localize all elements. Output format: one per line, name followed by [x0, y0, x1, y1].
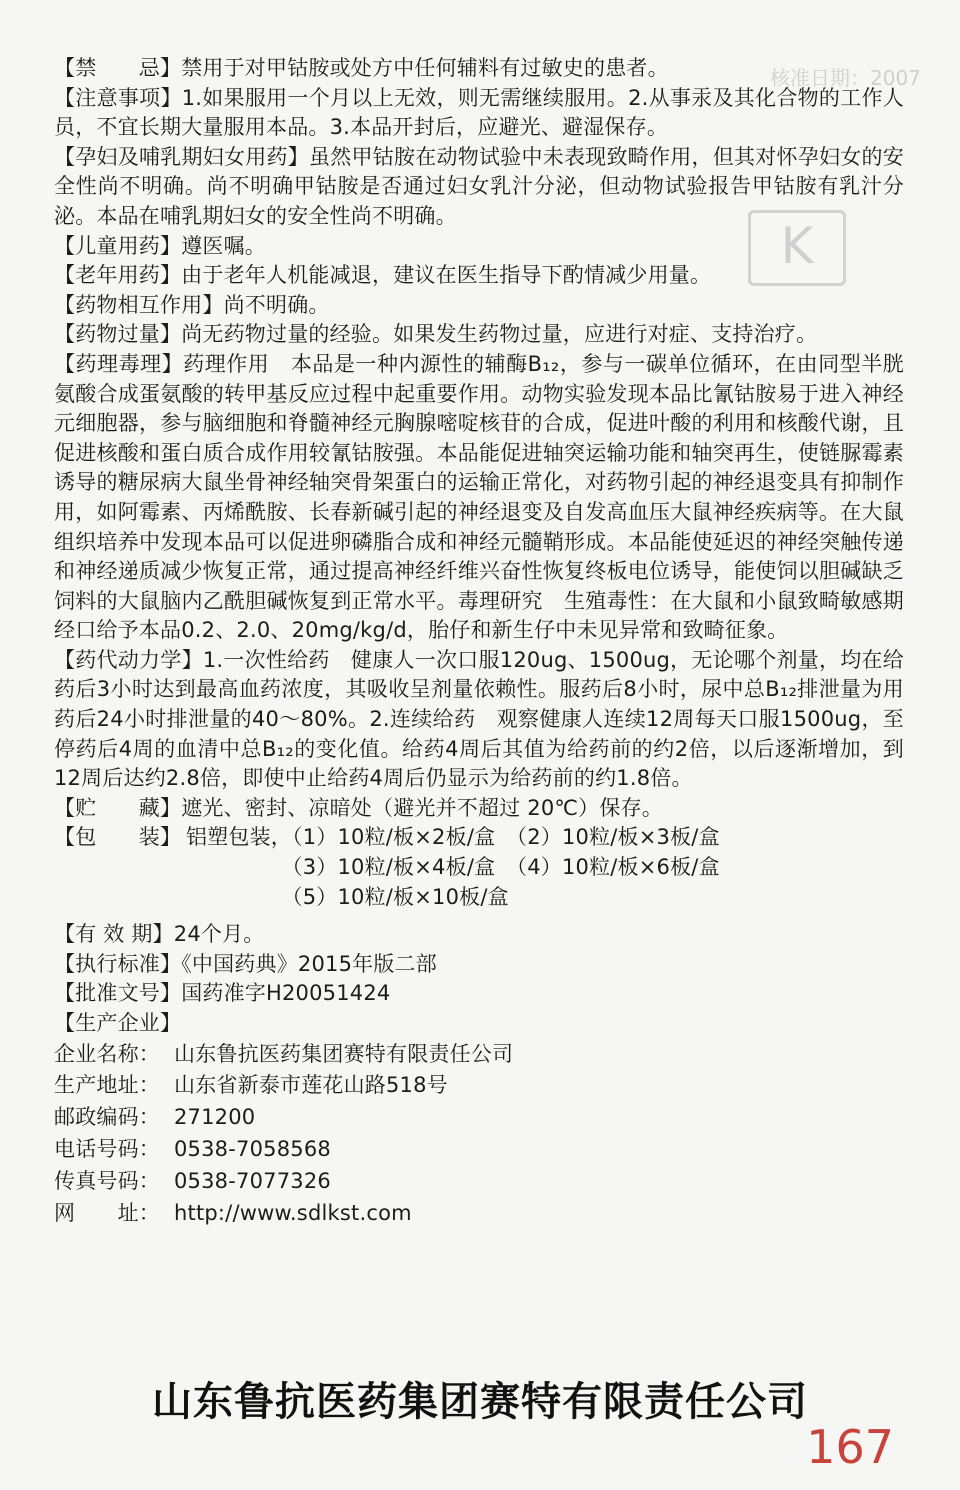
- show-through-logo: K: [748, 210, 846, 286]
- section-storage: [54, 794, 904, 824]
- section-contraindications: [54, 54, 904, 84]
- section-label: 【贮 藏】: [54, 795, 182, 820]
- company-name-row: [54, 1039, 904, 1071]
- section-label: 【老年用药】: [54, 263, 182, 288]
- section-label: 【药理毒理】: [54, 351, 184, 376]
- section-text: 遵医嘱。: [181, 233, 267, 258]
- section-text: 遮光、密封、凉暗处（避光并不超过 20℃）保存。: [181, 795, 663, 820]
- info-value: 山东省新泰市莲花山路518号: [174, 1073, 448, 1098]
- section-manufacturer: [54, 1009, 904, 1039]
- footer-company-name: 山东鲁抗医药集团赛特有限责任公司: [152, 1379, 808, 1425]
- address-row: [54, 1070, 904, 1102]
- section-text: 由于老年人机能减退，建议在医生指导下酌情减少用量。: [181, 263, 712, 288]
- section-overdose: [54, 320, 904, 350]
- packaging-lines: [186, 823, 904, 912]
- section-text: 尚无药物过量的经验。如果发生药物过量，应进行对症、支持治疗。: [181, 322, 818, 347]
- section-label: 【注意事项】: [54, 85, 182, 110]
- info-value: http://www.sdlkst.com: [174, 1200, 412, 1225]
- postcode-row: [54, 1102, 904, 1134]
- info-label: 传真号码：: [54, 1168, 160, 1193]
- section-text: 24个月。: [173, 922, 265, 947]
- section-label: 【儿童用药】: [54, 233, 182, 258]
- section-label: 【孕妇及哺乳期妇女用药】: [54, 144, 310, 169]
- section-text: 1.一次性给药 健康人一次口服120ug、1500ug，无论哪个剂量，均在给药后3小时达到最高血药浓度，其吸收呈剂量依赖性。服药后8小时，尿中总B₁₂排泄量为用药后24小时排泄量的40～80%。2.连续给药 观察健康人连续12周每天口服1500ug，至停药后4周的血清中总B₁₂的变化值。给药4周后其值为给药前的约2倍，以后逐渐增加，到12周后达约2.8倍，即使中止给药4周后仍显示为给药前的约1.8倍。: [54, 647, 904, 791]
- packaging-line: （5）10粒/板×10板/盒: [186, 884, 509, 909]
- page-number: 167: [806, 1420, 894, 1474]
- info-value: 271200: [174, 1105, 256, 1130]
- section-label: 【药物过量】: [54, 322, 182, 347]
- section-text: 《中国药典》2015年版二部: [181, 951, 437, 976]
- leaflet-content: [54, 54, 904, 1229]
- section-children: [54, 232, 904, 262]
- info-label: 生产地址：: [54, 1073, 160, 1098]
- info-value: 0538-7077326: [174, 1168, 331, 1193]
- section-validity: [54, 920, 904, 950]
- section-text: 1.如果服用一个月以上无效，则无需继续服用。2.从事汞及其化合物的工作人员，不宜长期大量服用本品。3.本品开封后，应避光、避湿保存。: [54, 85, 904, 140]
- section-pharmacokinetics: [54, 646, 904, 794]
- info-value: 山东鲁抗医药集团赛特有限责任公司: [174, 1041, 514, 1066]
- info-label: 电话号码：: [54, 1136, 160, 1161]
- section-label: 【禁 忌】: [54, 56, 182, 80]
- show-through-text: 核准日期：2007: [770, 66, 921, 90]
- section-label: 【生产企业】: [54, 1011, 182, 1035]
- section-approval: [54, 979, 904, 1009]
- section-text: 禁用于对甲钴胺或处方中任何辅料有过敏史的患者。: [181, 56, 669, 80]
- section-label: 【包 装】: [54, 825, 182, 850]
- phone-row: [54, 1134, 904, 1166]
- fax-row: [54, 1166, 904, 1198]
- section-packaging: [54, 823, 904, 912]
- info-label: 邮政编码：: [54, 1105, 160, 1130]
- website-row: [54, 1198, 904, 1230]
- packaging-line: 铝塑包装，（1）10粒/板×2板/盒 （2）10粒/板×3板/盒: [186, 825, 720, 850]
- section-pharmacology: [54, 350, 904, 646]
- section-label: 【批准文号】: [54, 981, 182, 1006]
- section-text: 尚不明确。: [223, 292, 330, 317]
- section-label: 【有 效 期】: [54, 922, 174, 947]
- section-label: 【药物相互作用】: [54, 292, 224, 317]
- section-elderly: [54, 261, 904, 291]
- section-text: 国药准字H20051424: [181, 981, 391, 1006]
- info-value: 0538-7058568: [174, 1136, 331, 1161]
- section-interactions: [54, 291, 904, 321]
- section-text: 虽然甲钴胺在动物试验中未表现致畸作用，但其对怀孕妇女的安全性尚不明确。尚不明确甲钴胺是否通过妇女乳汁分泌，但动物试验报告甲钴胺有乳汁分泌。本品在哺乳期妇女的安全性尚不明确。: [54, 144, 904, 228]
- section-precautions: [54, 84, 904, 143]
- packaging-line: （3）10粒/板×4板/盒 （4）10粒/板×6板/盒: [186, 855, 720, 880]
- section-standard: [54, 950, 904, 980]
- section-pregnancy: [54, 143, 904, 232]
- info-label: 网 址：: [54, 1200, 160, 1225]
- section-label: 【药代动力学】: [54, 647, 203, 672]
- section-text: 药理作用 本品是一种内源性的辅酶B₁₂，参与一碳单位循环，在由同型半胱氨酸合成蛋氨酸的转甲基反应过程中起重要作用。动物实验发现本品比氰钴胺易于进入神经元细胞器，参与脑细胞和脊髓神经元胸腺嘧啶核苷的合成，促进叶酸的利用和核酸代谢，且促进核酸和蛋白质合成作用较氰钴胺强。本品能促进轴突运输功能和轴突再生，使链脲霉素诱导的糖尿病大鼠坐骨神经轴突骨架蛋白的运输正常化，对药物引起的神经退变具有抑制作用，如阿霉素、丙烯酰胺、长春新碱引起的神经退变及自发高血压大鼠神经疾病等。在大鼠组织培养中发现本品可以促进卵磷脂合成和神经元髓鞘形成。本品能使延迟的神经突触传递和神经递质减少恢复正常，通过提高神经纤维兴奋性恢复终板电位诱导，能使饲以胆碱缺乏饲料的大鼠脑内乙酰胆碱恢复到正常水平。毒理研究 生殖毒性：在大鼠和小鼠致畸敏感期经口给予本品0.2、2.0、20mg/kg/d，胎仔和新生仔中未见异常和致畸征象。: [54, 351, 904, 643]
- section-label: 【执行标准】: [54, 951, 182, 976]
- info-label: 企业名称：: [54, 1041, 160, 1066]
- manufacturer-info: [54, 1039, 904, 1230]
